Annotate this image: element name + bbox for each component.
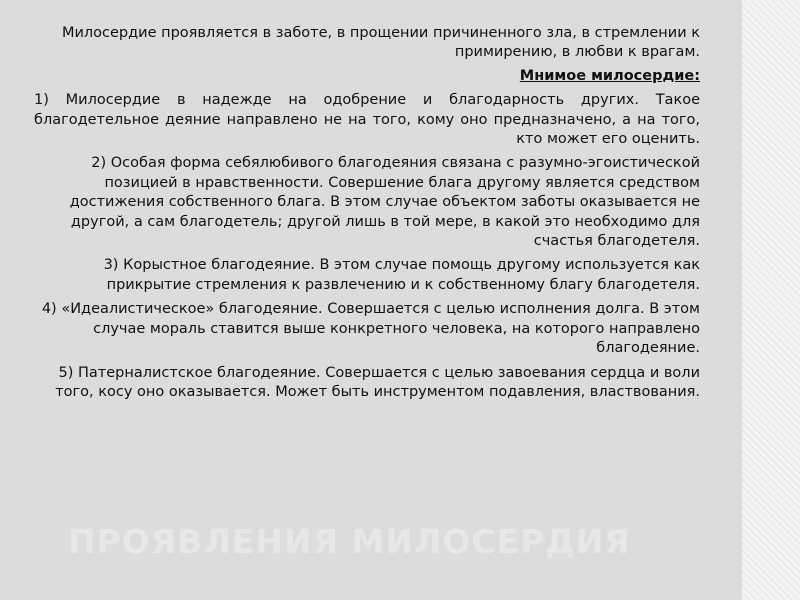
slide-title: ПРОЯВЛЕНИЯ МИЛОСЕРДИЯ [68,522,631,561]
point-1: 1) Милосердие в надежде на одобрение и благодарность других. Такое благодетельное деяние направлено не на того, кому оно предназначено, а на того, кто может его оценить. [34,92,700,148]
subheading: Мнимое милосердие: [519,67,700,84]
point-2: 2) Особая форма себялюбивого благодеяния связана с разумно-эгоистической позицией в нравственности. Совершение блага другому является средством достижения собственного блага. В этом случае объектом заботы оказывается не другой, а сам благодетель; другой лишь в той мере, в какой это необходимо для счастья благодетеля. [69,155,700,250]
point-3: 3) Корыстное благодеяние. В этом случае помощь другому используется как прикрытие стремления к развлечению и к собственному благу благодетеля. [103,257,700,293]
decorative-side-bar [742,0,800,600]
point-4: 4) «Идеалистическое» благодеяние. Совершается с целью исполнения долга. В этом случае мораль ставится выше конкретного человека, на которого направлено благодеяние. [41,301,700,357]
point-5: 5) Патерналистское благодеяние. Совершается с целью завоевания сердца и воли того, косу оно оказывается. Может быть инструментом подавления, властвования. [55,364,700,400]
intro-text: Милосердие проявляется в заботе, в прощении причиненного зла, в стремлении к примирению, в любви к врагам. [61,25,700,61]
slide-body [34,24,700,407]
